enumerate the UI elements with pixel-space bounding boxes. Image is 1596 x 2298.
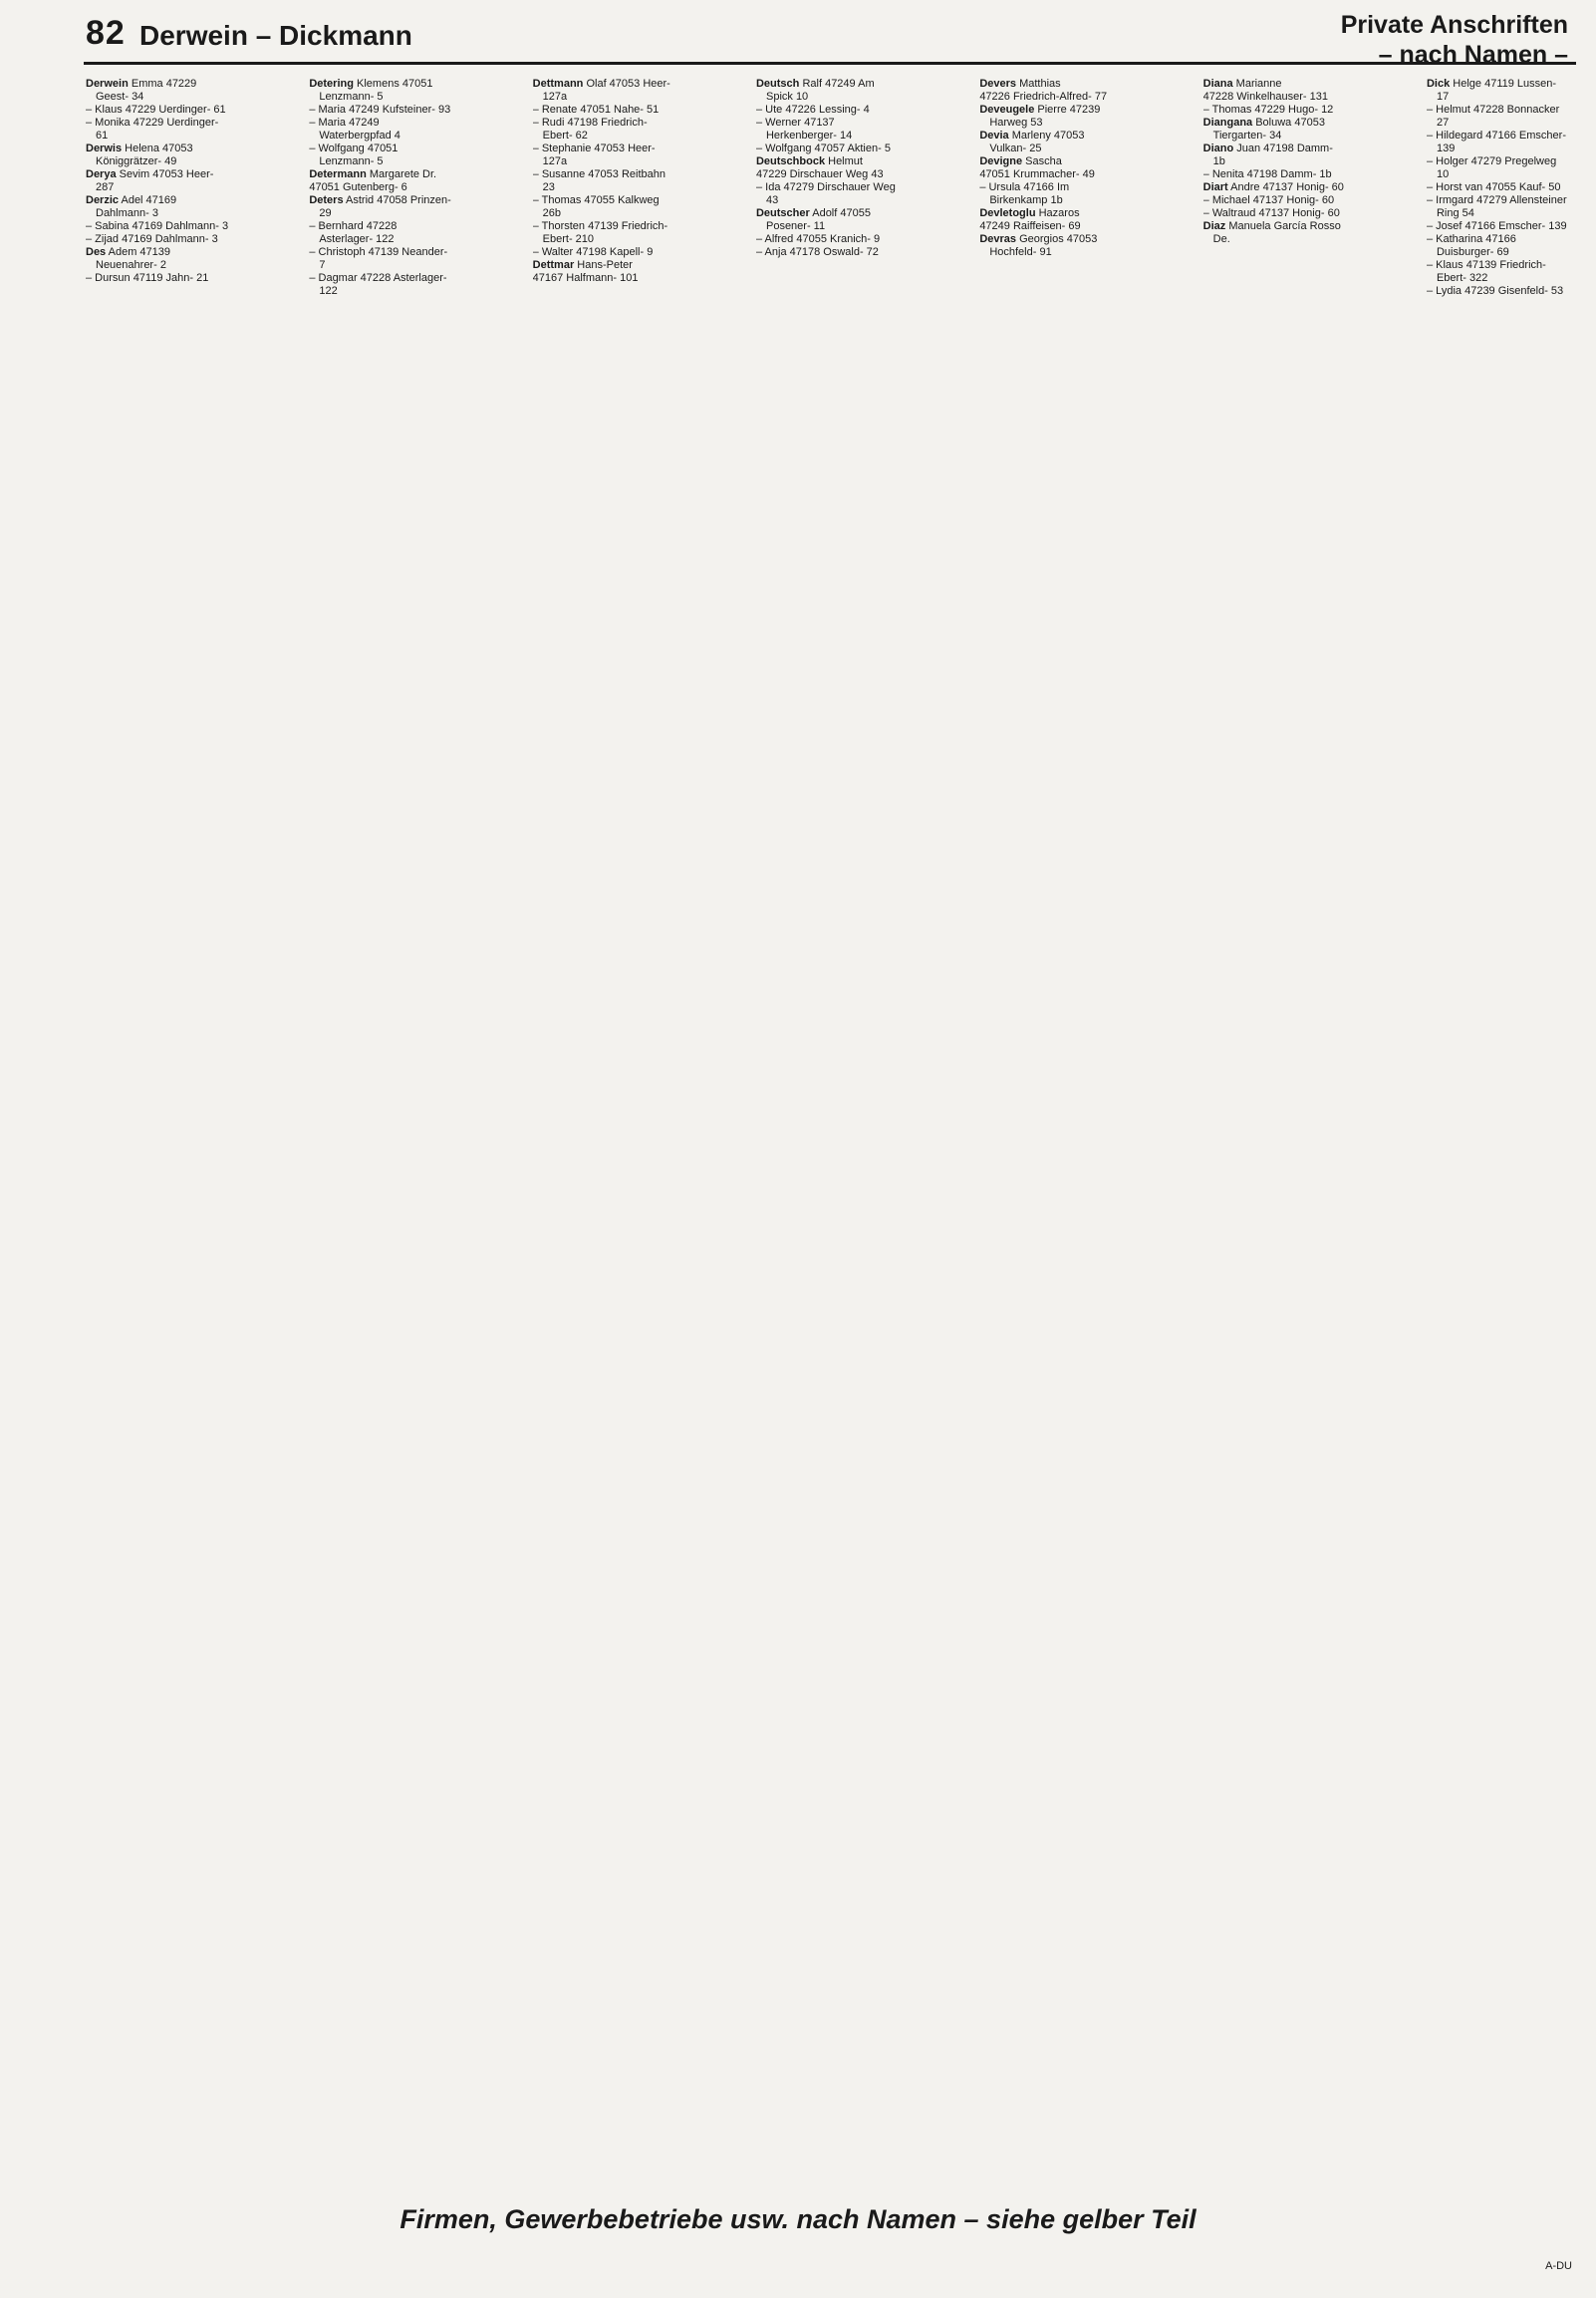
directory-entry (1427, 78, 1570, 104)
entry-detail: – Thomas 47055 Kalkweg 26b (532, 194, 660, 219)
directory-entry (756, 168, 900, 181)
directory-entry (309, 143, 452, 168)
directory-entry (86, 220, 229, 233)
section-title (1269, 10, 1568, 70)
directory-entry (1203, 181, 1347, 194)
entry-surname: Deutscher (755, 207, 810, 219)
directory-entry (533, 104, 676, 117)
entry-detail: 47229 Dirschauer Weg 43 (755, 168, 884, 180)
entry-surname: Deveugele (979, 104, 1035, 116)
directory-entry (86, 143, 229, 168)
entry-detail: 47167 Halfmann- 101 (532, 272, 639, 284)
entry-detail: – Helmut 47228 Bonnacker 27 (1426, 104, 1560, 129)
directory-entry (1203, 104, 1347, 117)
directory-column (756, 78, 900, 2200)
section-title-line: Private Anschriften (1340, 11, 1568, 39)
entry-detail: – Rudi 47198 Friedrich-Ebert- 62 (532, 117, 648, 142)
directory-entry (1427, 233, 1570, 259)
directory-entry (756, 207, 900, 233)
directory-entry (979, 168, 1123, 181)
entry-detail: Helmut (828, 155, 863, 167)
directory-entry (979, 155, 1123, 168)
entry-surname: Derwis (86, 143, 123, 154)
entry-detail: – Irmgard 47279 Allensteiner Ring 54 (1426, 194, 1567, 219)
directory-entry (1427, 130, 1570, 155)
entry-detail: 47249 Raiffeisen- 69 (979, 220, 1081, 232)
directory-entry (1203, 117, 1347, 143)
entry-detail: – Monika 47229 Uerdinger- 61 (86, 117, 219, 142)
entry-detail: – Hildegard 47166 Emscher- 139 (1426, 130, 1566, 154)
entry-detail: – Sabina 47169 Dahlmann- 3 (86, 220, 229, 232)
entry-detail: Sascha (1025, 155, 1062, 167)
entry-detail: Hans-Peter (577, 259, 633, 271)
entry-detail: Astrid 47058 Prinzen- 29 (319, 194, 451, 219)
directory-entry (979, 130, 1123, 155)
directory-entry (533, 168, 676, 194)
directory-entry (756, 155, 900, 168)
name-range-heading: Derwein – Dickmann (139, 20, 412, 51)
directory-listing (86, 78, 1570, 2200)
entry-detail: – Renate 47051 Nahe- 51 (532, 104, 660, 116)
directory-entry (1203, 220, 1347, 246)
entry-detail: Marleny 47053 Vulkan- 25 (989, 130, 1085, 154)
directory-column (309, 78, 452, 2200)
directory-column (1427, 78, 1570, 2200)
entry-detail: – Ute 47226 Lessing- 4 (755, 104, 870, 116)
directory-entry (86, 104, 229, 117)
entry-surname: Devigne (979, 155, 1023, 167)
entry-surname: Devia (979, 130, 1009, 142)
entry-detail: – Maria 47249 Waterbergpfad 4 (309, 117, 400, 142)
entry-detail: – Stephanie 47053 Heer- 127a (532, 143, 656, 167)
directory-entry (86, 117, 229, 143)
entry-surname: Derya (86, 168, 117, 180)
directory-entry (309, 181, 452, 194)
entry-detail: 47051 Gutenberg- 6 (309, 181, 407, 193)
directory-entry (86, 233, 229, 246)
directory-entry (756, 117, 900, 143)
entry-surname: Diana (1202, 78, 1233, 90)
directory-entry (86, 272, 229, 285)
entry-detail: – Dagmar 47228 Asterlager- 122 (309, 272, 447, 297)
page-code: A-DU (1545, 2260, 1572, 2272)
directory-entry (309, 272, 452, 298)
directory-entry (533, 117, 676, 143)
entry-detail: – Ursula 47166 Im Birkenkamp 1b (979, 181, 1070, 206)
entry-detail: – Katharina 47166 Duisburger- 69 (1426, 233, 1516, 258)
entry-detail: – Josef 47166 Emscher- 139 (1426, 220, 1567, 232)
entry-detail: Hazaros (1038, 207, 1080, 219)
entry-detail: – Klaus 47229 Uerdinger- 61 (86, 104, 226, 116)
directory-entry (533, 220, 676, 246)
entry-detail: – Susanne 47053 Reitbahn 23 (532, 168, 665, 193)
entry-detail: Adem 47139 Neuenahrer- 2 (96, 246, 171, 271)
directory-entry (309, 104, 452, 117)
entry-surname: Des (86, 246, 107, 258)
directory-entry (86, 194, 229, 220)
entry-detail: Klemens 47051 Lenzmann- 5 (319, 78, 433, 103)
entry-detail: Marianne (1235, 78, 1282, 90)
entry-detail: – Anja 47178 Oswald- 72 (755, 246, 879, 258)
directory-entry (86, 168, 229, 194)
directory-entry (979, 91, 1123, 104)
entry-detail: 47051 Krummacher- 49 (979, 168, 1095, 180)
entry-detail: Emma 47229 Geest- 34 (96, 78, 197, 103)
entry-detail: – Horst van 47055 Kauf- 50 (1426, 181, 1561, 193)
entry-detail: – Thomas 47229 Hugo- 12 (1202, 104, 1334, 116)
directory-column (533, 78, 676, 2200)
directory-entry (309, 117, 452, 143)
entry-detail: Juan 47198 Damm- 1b (1212, 143, 1333, 167)
directory-entry (533, 259, 676, 272)
entry-detail: Helge 47119 Lussen- 17 (1436, 78, 1557, 103)
directory-entry (1203, 143, 1347, 168)
directory-entry (1203, 194, 1347, 207)
directory-entry (309, 168, 452, 181)
entry-detail: – Klaus 47139 Friedrich-Ebert- 322 (1426, 259, 1546, 284)
entry-surname: Derzic (86, 194, 120, 206)
directory-entry (309, 78, 452, 104)
entry-surname: Dettmar (532, 259, 575, 271)
directory-entry (756, 104, 900, 117)
directory-entry (979, 78, 1123, 91)
entry-detail: – Ida 47279 Dirschauer Weg 43 (755, 181, 896, 206)
entry-detail: – Zijad 47169 Dahlmann- 3 (86, 233, 218, 245)
entry-detail: – Lydia 47239 Gisenfeld- 53 (1426, 285, 1564, 297)
entry-detail: 47228 Winkelhauser- 131 (1202, 91, 1328, 103)
entry-detail: – Waltraud 47137 Honig- 60 (1202, 207, 1340, 219)
entry-detail: – Wolfgang 47057 Aktien- 5 (755, 143, 891, 154)
directory-entry (979, 233, 1123, 259)
directory-entry (979, 220, 1123, 233)
entry-detail: – Thorsten 47139 Friedrich-Ebert- 210 (532, 220, 668, 245)
entry-detail: – Werner 47137 Herkenberger- 14 (755, 117, 853, 142)
entry-detail: Helena 47053 Königgrätzer- 49 (96, 143, 193, 167)
entry-detail: 47226 Friedrich-Alfred- 77 (979, 91, 1108, 103)
entry-detail: – Holger 47279 Pregelweg 10 (1426, 155, 1557, 180)
directory-entry (1427, 104, 1570, 130)
directory-entry (1427, 155, 1570, 181)
entry-detail: Sevim 47053 Heer- 287 (96, 168, 214, 193)
directory-entry (533, 246, 676, 259)
directory-entry (979, 104, 1123, 130)
entry-surname: Deutschbock (755, 155, 826, 167)
directory-column (1203, 78, 1347, 2200)
directory-entry (533, 194, 676, 220)
entry-surname: Devers (979, 78, 1017, 90)
entry-detail: – Bernhard 47228 Asterlager- 122 (309, 220, 398, 245)
directory-column (86, 78, 229, 2200)
section-title-line: – nach Namen – (1378, 41, 1568, 69)
entry-surname: Devras (979, 233, 1017, 245)
directory-entry (309, 246, 452, 272)
entry-detail: – Alfred 47055 Kranich- 9 (755, 233, 881, 245)
directory-entry (1203, 168, 1347, 181)
directory-entry (533, 272, 676, 285)
directory-entry (979, 181, 1123, 207)
entry-surname: Deters (309, 194, 344, 206)
directory-entry (86, 78, 229, 104)
directory-entry (309, 220, 452, 246)
entry-detail: – Maria 47249 Kufsteiner- 93 (309, 104, 451, 116)
directory-entry (756, 143, 900, 155)
directory-entry (1427, 220, 1570, 233)
directory-entry (1427, 285, 1570, 298)
entry-detail: Margarete Dr. (369, 168, 437, 180)
directory-entry (756, 246, 900, 259)
entry-detail: – Nenita 47198 Damm- 1b (1202, 168, 1332, 180)
entry-surname: Determann (309, 168, 367, 180)
entry-detail: – Dursun 47119 Jahn- 21 (86, 272, 209, 284)
directory-entry (756, 181, 900, 207)
entry-detail: Matthias (1019, 78, 1061, 90)
directory-entry (1203, 207, 1347, 220)
directory-entry (979, 207, 1123, 220)
directory-entry (533, 78, 676, 104)
header-rule (84, 62, 1576, 65)
entry-detail: Adolf 47055 Posener- 11 (765, 207, 871, 232)
entry-detail: Pierre 47239 Harweg 53 (989, 104, 1101, 129)
directory-entry (1427, 194, 1570, 220)
directory-entry (1203, 78, 1347, 91)
entry-detail: Olaf 47053 Heer- 127a (542, 78, 670, 103)
directory-entry (1427, 259, 1570, 285)
footer-note: Firmen, Gewerbebetriebe usw. nach Namen – siehe gelber Teil (399, 2204, 1197, 2234)
directory-entry (533, 143, 676, 168)
entry-detail: Georgios 47053 Hochfeld- 91 (989, 233, 1098, 258)
entry-detail: – Michael 47137 Honig- 60 (1202, 194, 1335, 206)
entry-surname: Dettmann (532, 78, 584, 90)
entry-surname: Diangana (1202, 117, 1253, 129)
entry-detail: Manuela García Rosso De. (1212, 220, 1341, 245)
directory-entry (1203, 91, 1347, 104)
entry-detail: Boluwa 47053 Tiergarten- 34 (1212, 117, 1325, 142)
directory-entry (1427, 181, 1570, 194)
entry-surname: Diaz (1202, 220, 1226, 232)
entry-surname: Detering (309, 78, 354, 90)
entry-surname: Deutsch (755, 78, 800, 90)
entry-detail: Andre 47137 Honig- 60 (1230, 181, 1344, 193)
directory-column (979, 78, 1123, 2200)
entry-surname: Diano (1202, 143, 1234, 154)
entry-detail: Adel 47169 Dahlmann- 3 (96, 194, 177, 219)
entry-detail: Ralf 47249 Am Spick 10 (765, 78, 875, 103)
entry-surname: Diart (1202, 181, 1228, 193)
directory-entry (756, 78, 900, 104)
entry-surname: Derwein (86, 78, 129, 90)
entry-detail: – Christoph 47139 Neander- 7 (309, 246, 448, 271)
entry-detail: – Wolfgang 47051 Lenzmann- 5 (309, 143, 399, 167)
directory-entry (756, 233, 900, 246)
directory-entry (309, 194, 452, 220)
entry-surname: Devletoglu (979, 207, 1036, 219)
entry-surname: Dick (1426, 78, 1451, 90)
directory-entry (86, 246, 229, 272)
entry-detail: – Walter 47198 Kapell- 9 (532, 246, 654, 258)
page-number: 82 (86, 14, 126, 52)
